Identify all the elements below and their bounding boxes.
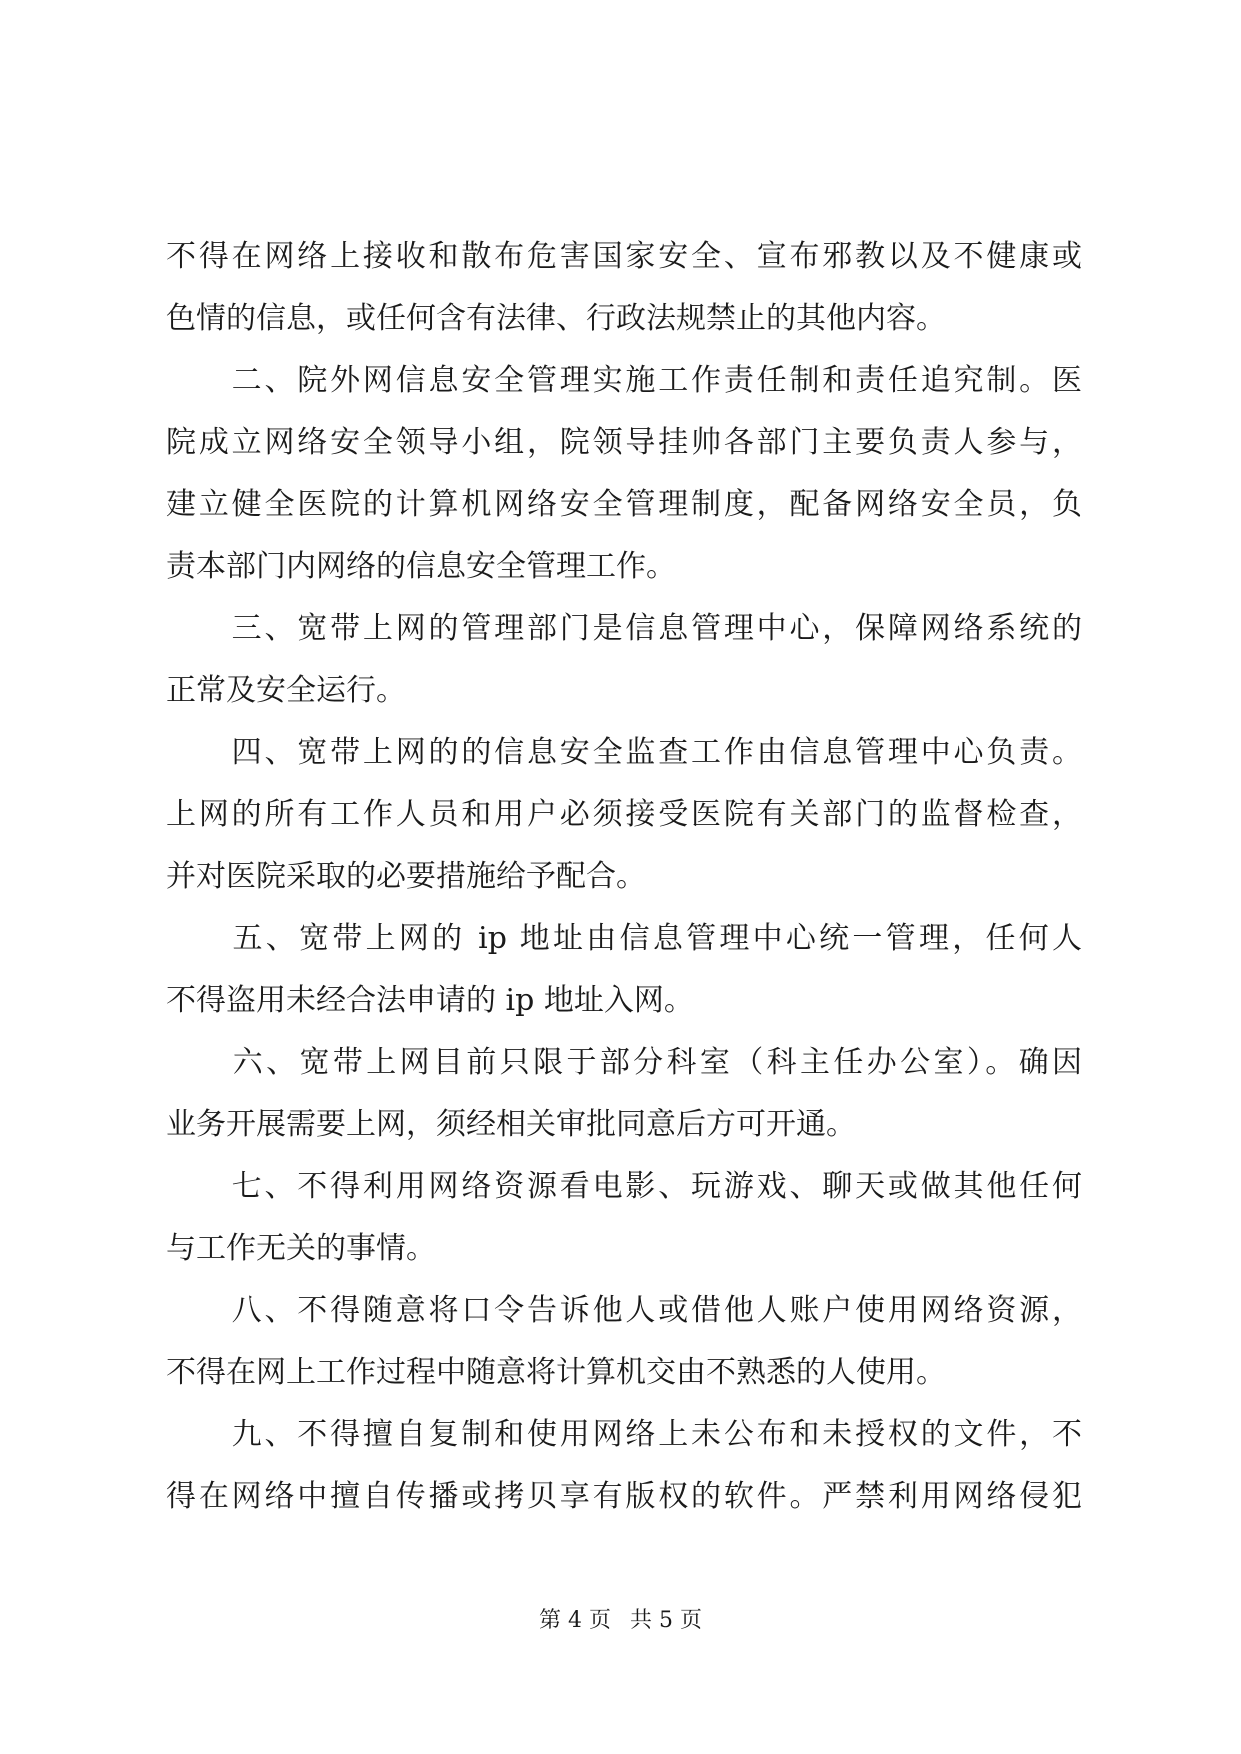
text-line: 业务开展需要上网，须经相关审批同意后方可开通。 <box>166 1107 856 1142</box>
text-line: 九、不得擅自复制和使用网络上未公布和未授权的文件，不 <box>166 1417 1082 1452</box>
text-line: 八、不得随意将口令告诉他人或借他人账户使用网络资源， <box>166 1293 1082 1328</box>
text-line: 不得在网络上接收和散布危害国家安全、宣布邪教以及不健康或 <box>166 239 1082 274</box>
text-line: 正常及安全运行。 <box>166 673 406 708</box>
text-line: 三、宽带上网的管理部门是信息管理中心，保障网络系统的 <box>166 611 1082 646</box>
text-line: 院成立网络安全领导小组，院领导挂帅各部门主要负责人参与， <box>166 425 1082 460</box>
text-line: 与工作无关的事情。 <box>166 1231 436 1266</box>
text-line: 上网的所有工作人员和用户必须接受医院有关部门的监督检查， <box>166 797 1082 832</box>
text-line: 得在网络中擅自传播或拷贝享有版权的软件。严禁利用网络侵犯 <box>166 1479 1082 1514</box>
text-line: 不得盗用未经合法申请的 ip 地址入网。 <box>166 983 694 1018</box>
page-footer <box>0 1606 1241 1636</box>
text-line: 并对医院采取的必要措施给予配合。 <box>166 859 646 894</box>
page-number: 第 4 页 <box>539 1608 611 1633</box>
text-line: 建立健全医院的计算机网络安全管理制度，配备网络安全员，负 <box>166 487 1082 522</box>
text-line: 六、宽带上网目前只限于部分科室（科主任办公室）。确因 <box>166 1045 1082 1080</box>
text-line: 色情的信息，或任何含有法律、行政法规禁止的其他内容。 <box>166 301 946 336</box>
text-line: 五、宽带上网的 ip 地址由信息管理中心统一管理，任何人 <box>166 921 1082 956</box>
text-line: 责本部门内网络的信息安全管理工作。 <box>166 549 676 584</box>
text-line: 不得在网上工作过程中随意将计算机交由不熟悉的人使用。 <box>166 1355 946 1390</box>
text-line: 二、院外网信息安全管理实施工作责任制和责任追究制。医 <box>166 363 1082 398</box>
text-line: 四、宽带上网的的信息安全监查工作由信息管理中心负责。 <box>166 735 1082 770</box>
document-body <box>166 226 1082 1528</box>
page-total: 共 5 页 <box>630 1608 702 1633</box>
text-line: 七、不得利用网络资源看电影、玩游戏、聊天或做其他任何 <box>166 1169 1082 1204</box>
